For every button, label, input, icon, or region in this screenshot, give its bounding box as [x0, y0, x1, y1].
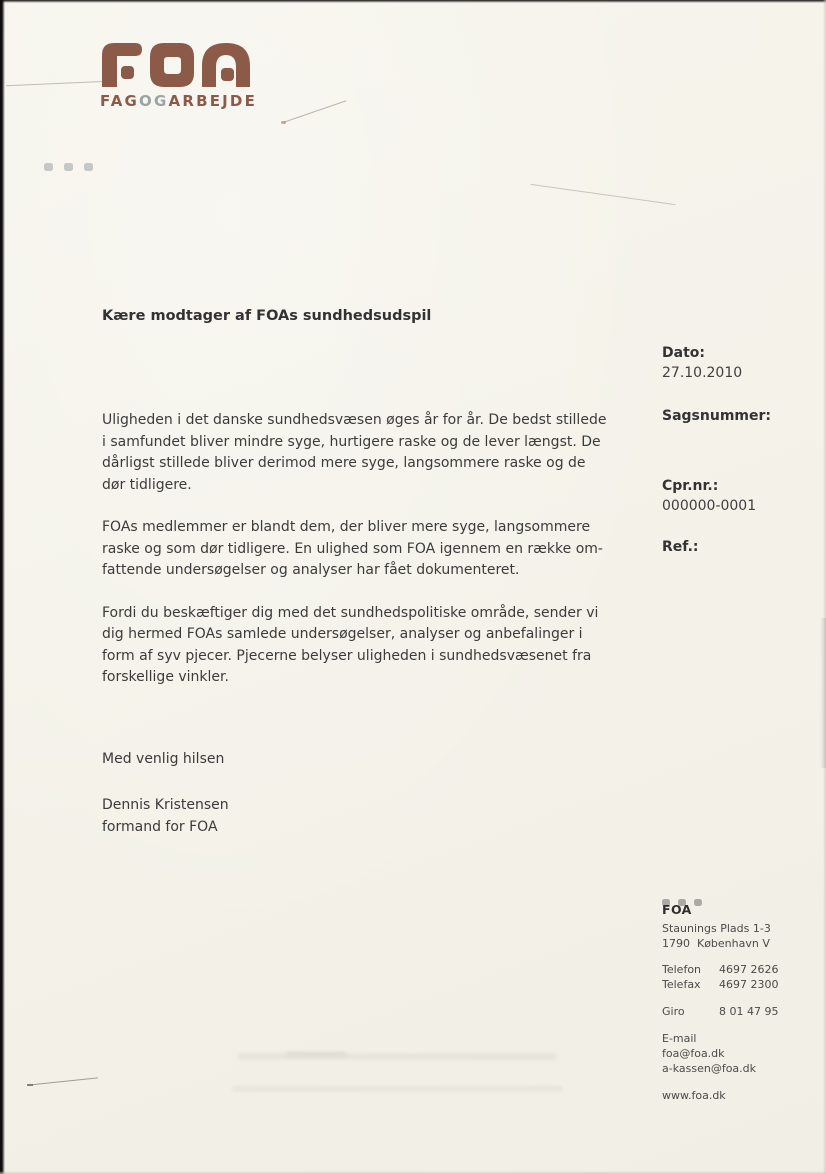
sagsnummer-label: Sagsnummer: [662, 408, 771, 424]
scan-scratch [284, 100, 347, 122]
tagline-og: OG [139, 92, 169, 110]
cpr-value: 000000-0001 [662, 498, 757, 514]
scan-edge-top [0, 0, 826, 3]
ref-label: Ref.: [662, 539, 699, 555]
footer-email-primary: foa@foa.dk [662, 1047, 725, 1060]
footer-fax-row [662, 978, 779, 991]
body-line: fattende undersøgelser og analyser har fået dokumenteret. [102, 562, 520, 578]
cpr-label: Cpr.nr.: [662, 478, 719, 494]
paragraph [102, 603, 606, 689]
phone-label: Telefon [662, 963, 702, 976]
letter-salutation: Kære modtager af FOAs sundhedsudspil [102, 308, 432, 324]
letter-closing: Med venlig hilsen [102, 751, 225, 767]
scan-scratch [6, 81, 108, 86]
scan-speck [27, 1084, 33, 1086]
bleed-through-text [232, 1086, 562, 1092]
body-line: dårligst stillede bliver derimod mere syge, langsommere raske og de [102, 455, 586, 471]
phone-value: 4697 2626 [719, 963, 779, 976]
signer-name: Dennis Kristensen [102, 797, 229, 813]
scan-speck [281, 121, 286, 124]
footer-website: www.foa.dk [662, 1089, 726, 1102]
footer-address-line1: Staunings Plads 1-3 [662, 922, 771, 935]
body-line: dig hermed FOAs samlede undersøgelser, analyser og anbefalinger i [102, 626, 583, 642]
body-line: dør tidligere. [102, 476, 192, 493]
paragraph [102, 517, 606, 582]
footer-email-akasse: a-kassen@foa.dk [662, 1062, 757, 1075]
footer-phone-row [662, 963, 779, 976]
body-line: raske og som dør tidligere. En ulighed som FOA igennem en række om- [102, 540, 603, 557]
foa-logo-tagline [100, 92, 257, 110]
body-line: FOAs medlemmer er blandt dem, der bliver mere syge, langsommere [102, 519, 591, 535]
scan-shadow [820, 618, 826, 768]
scan-scratch [531, 184, 676, 205]
footer-address-line2: 1790 København V [662, 937, 770, 950]
footer-email-label: E-mail [662, 1032, 697, 1045]
paragraph [102, 410, 606, 496]
body-line: form af syv pjecer. Pjecerne belyser uligheden i sundhedsvæsenet fra [102, 647, 592, 664]
dato-value: 27.10.2010 [662, 365, 743, 381]
fax-value: 4697 2300 [719, 978, 779, 991]
body-line: Fordi du beskæftiger dig med det sundhedspolitiske område, sender vi [102, 604, 599, 621]
tagline-fag: FAG [100, 92, 140, 110]
footer-org-name: FOA [662, 902, 692, 917]
signature-block [102, 795, 229, 838]
letter-body [102, 410, 606, 689]
body-line: Uligheden i det danske sundhedsvæsen øges år for år. De bedst stillede [102, 412, 607, 428]
registration-dots [44, 156, 104, 175]
footer-giro-row [662, 1005, 778, 1018]
giro-value: 8 01 47 95 [719, 1005, 779, 1018]
signer-title: formand for FOA [102, 818, 218, 835]
fax-label: Telefax [662, 978, 701, 991]
bleed-through-text [286, 1051, 346, 1056]
foa-logo-icon [102, 43, 250, 87]
body-line: forskellige vinkler. [102, 669, 229, 685]
tagline-arbejde: ARBEJDE [168, 92, 258, 110]
giro-label: Giro [662, 1005, 685, 1018]
body-line: i samfundet bliver mindre syge, hurtigere raske og de lever længst. De [102, 433, 601, 450]
scan-scratch [28, 1077, 98, 1085]
dato-label: Dato: [662, 345, 705, 361]
scan-edge-left [0, 0, 5, 1174]
